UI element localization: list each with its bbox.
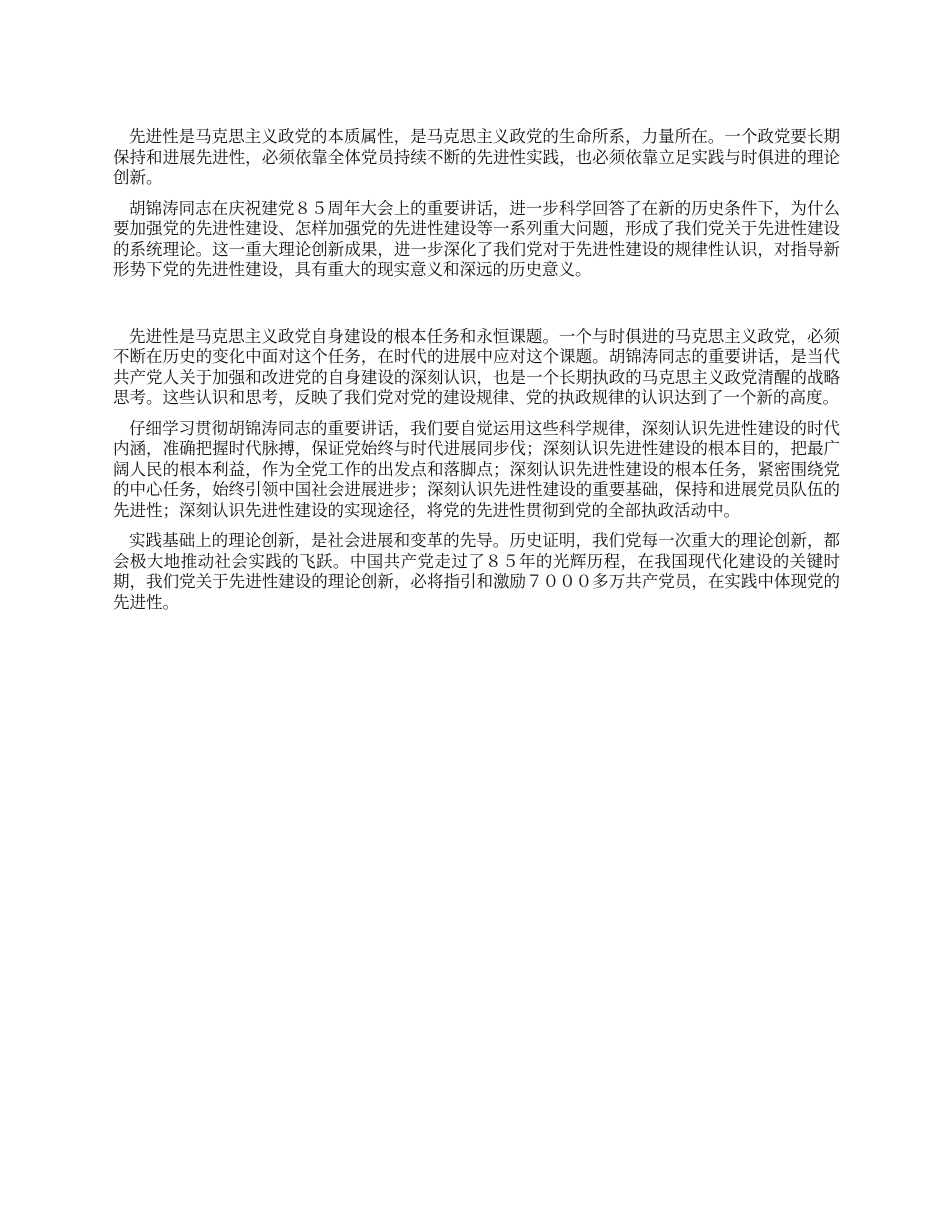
paragraph-2: 胡锦涛同志在庆祝建党８５周年大会上的重要讲话，进一步科学回答了在新的历史条件下，为什么要加强党的先进性建设、怎样加强党的先进性建设等一系列重大问题，形成了我们党关于先进性建设的系统理论。这一重大理论创新成果，进一步深化了我们党对于先进性建设的规律性认识，对指导新形势下党的先进性建设，具有重大的现实意义和深远的历史意义。 (113, 198, 840, 279)
paragraph-1: 先进性是马克思主义政党的本质属性，是马克思主义政党的生命所系，力量所在。一个政党要长期保持和进展先进性，必须依靠全体党员持续不断的先进性实践，也必须依靠立足实践与时俱进的理论创新。 (113, 127, 840, 187)
paragraph-3: 先进性是马克思主义政党自身建设的根本任务和永恒课题。一个与时俱进的马克思主义政党，必须不断在历史的变化中面对这个任务，在时代的进展中应对这个课题。胡锦涛同志的重要讲话，是当代共产党人关于加强和改进党的自身建设的深刻认识，也是一个长期执政的马克思主义政党清醒的战略思考。这些认识和思考，反映了我们党对党的建设规律、党的执政规律的认识达到了一个新的高度。 (113, 326, 840, 407)
paragraph-5: 实践基础上的理论创新，是社会进展和变革的先导。历史证明，我们党每一次重大的理论创新，都会极大地推动社会实践的飞跃。中国共产党走过了８５年的光辉历程，在我国现代化建设的关键时期，我们党关于先进性建设的理论创新，必将指引和激励７０００多万共产党员，在实践中体现党的先进性。 (113, 531, 840, 612)
paragraph-4: 仔细学习贯彻胡锦涛同志的重要讲话，我们要自觉运用这些科学规律，深刻认识先进性建设的时代内涵，准确把握时代脉搏，保证党始终与时代进展同步伐；深刻认识先进性建设的根本目的，把最广阔人民的根本利益，作为全党工作的出发点和落脚点；深刻认识先进性建设的根本任务，紧密围绕党的中心任务，始终引领中国社会进展进步；深刻认识先进性建设的重要基础，保持和进展党员队伍的先进性；深刻认识先进性建设的实现途径，将党的先进性贯彻到党的全部执政活动中。 (113, 418, 840, 520)
document-body (113, 127, 840, 623)
